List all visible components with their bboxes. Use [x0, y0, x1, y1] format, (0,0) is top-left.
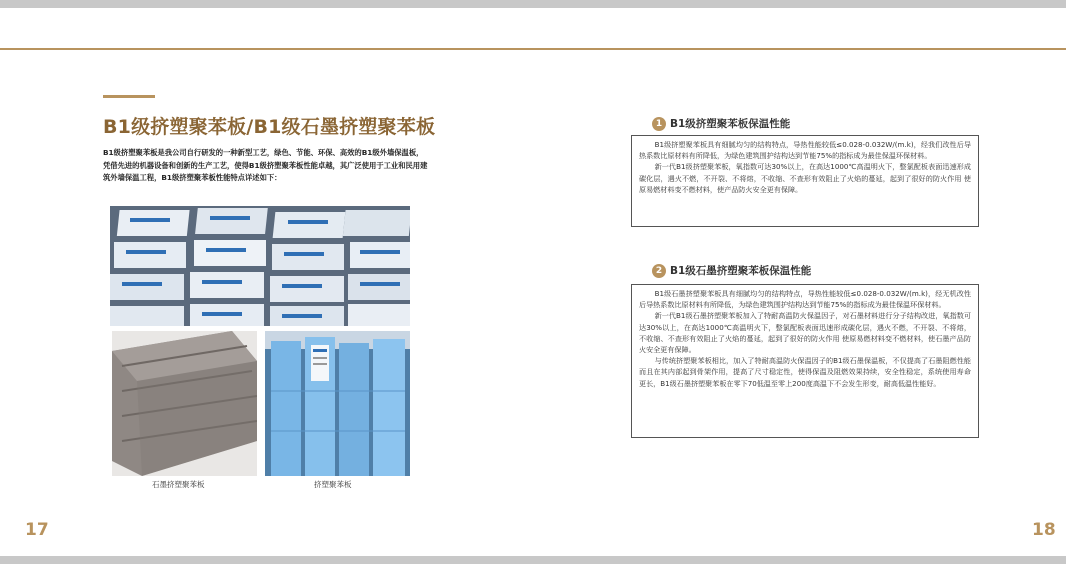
caption-xps-board: 挤塑聚苯板: [314, 480, 352, 489]
section-1-paragraph: 新一代B1级挤塑聚苯板，氧指数可达30%以上，在高达1000℃高温明火下，整氯配板表面迅速形成碳化层，遇火不燃，不开裂、不将熔，不收缩、不查形有效阻止了火焰的蔓延，起到了很好的防火作用 使原易燃材料变不燃材料，使产品防火安全更有保障。: [639, 162, 971, 194]
page-title: B1级挤塑聚苯板/B1级石墨挤塑聚苯板: [103, 116, 436, 138]
section-2-paragraph: 新一代B1级石墨挤塑聚苯板加入了特耐高温防火保温因子，对石墨材料进行分子结构改进，氧指数可达30%以上，在高达1000℃高温明火下，整氯配板表面迅速形成碳化层，遇火不燃，不开裂、不将熔，不收缩、不查形有效阻止了火焰的蔓延，起到了很好的防火作用 使原易燃材料变不燃材料，使石墨产品防火安全更有保障。: [639, 311, 971, 355]
section-2-paragraph: 与传统挤塑聚苯板相比，加入了特耐高温防火保温因子的B1级石墨保温板，不仅提高了石墨阻燃性能而且在其内部起到骨架作用，提高了尺寸稳定性，使得保温及阻燃效果持续，安全性稳定，系统使用寿命更长，B1级石墨挤塑聚苯板在零下70低温至零上200度高温下不会发生形变，耐高低温性能好。: [639, 356, 971, 388]
section-2-header: [652, 263, 811, 278]
section-1-title: B1级挤塑聚苯板保温性能: [670, 118, 791, 130]
title-accent-line: [103, 95, 155, 98]
section-number-badge: 1: [652, 117, 666, 131]
section-2-paragraph: B1级石墨挤塑聚苯板具有细腻均匀的结构特点，导热性能较低≤0.028-0.032W/(m.k)，经无机改性后导热系数比原材料有所降低，为绿色建筑围护结构达到节能75%的指标成为最佳保温环保材料。: [639, 289, 971, 310]
page-number-right: 18: [1032, 520, 1056, 540]
graphite-board-photo: [112, 331, 257, 476]
section-2-textbox: [631, 284, 979, 438]
top-bar: [0, 0, 1066, 8]
section-1-textbox: [631, 135, 979, 227]
intro-paragraph: B1级挤塑聚苯板是我公司自行研发的一种新型工艺，绿色、节能、环保、高效的B1级外墙保温板，凭借先进的机器设备和创新的生产工艺，使得B1级挤塑聚苯板性能卓越，其广泛使用于工业和民用建筑外墙保温工程，B1级挤塑聚苯板性能特点详述如下：: [103, 148, 428, 182]
product-photo-stacked-boards: [110, 206, 410, 326]
header-rule: [0, 48, 1066, 50]
section-1-paragraph: B1级挤塑聚苯板具有细腻均匀的结构特点，导热性能较低≤0.028-0.032W/(m.k)，经我们改性后导热系数比原材料有所降低，为绿色建筑围护结构达到节能75%的指标成为最佳保温环保材料。: [639, 140, 971, 161]
section-2-title: B1级石墨挤塑聚苯板保温性能: [670, 265, 812, 277]
section-number-badge: 2: [652, 264, 666, 278]
bottom-bar: [0, 556, 1066, 564]
caption-graphite-board: 石墨挤塑聚苯板: [152, 480, 205, 489]
xps-board-photo: [265, 331, 410, 476]
page-number-left: 17: [25, 520, 49, 540]
section-1-header: [652, 116, 790, 131]
